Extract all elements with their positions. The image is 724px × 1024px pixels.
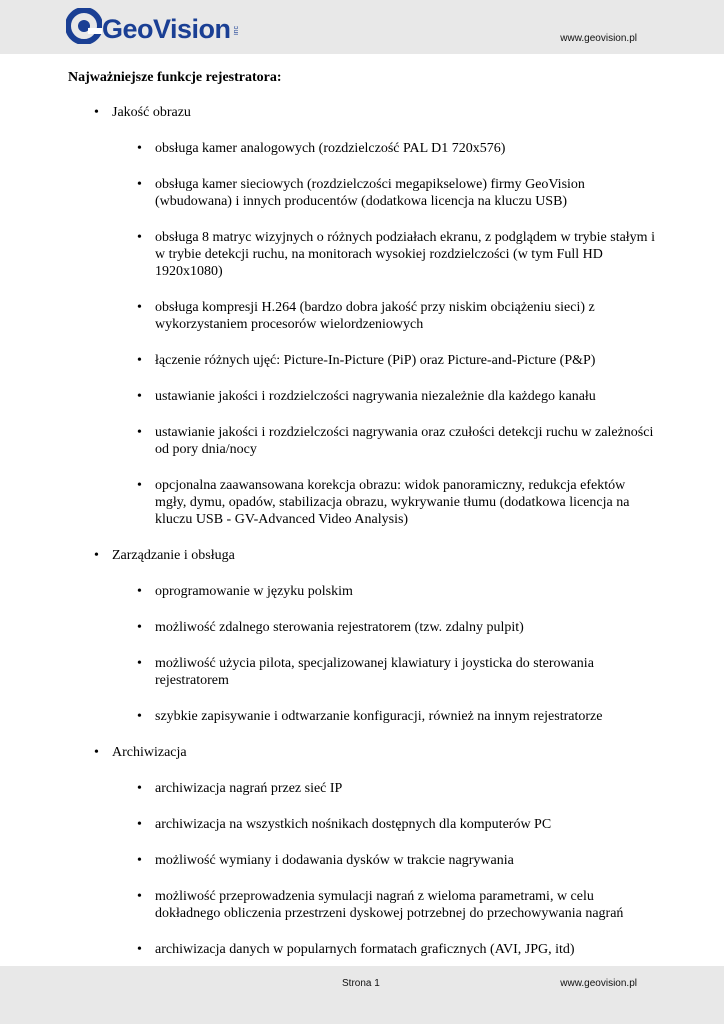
page-footer [0,966,724,1024]
bullet-item: • archiwizacja danych w popularnych formatach graficznych (AVI, JPG, itd) [68,941,655,958]
bullet-item: • ustawianie jakości i rozdzielczości nagrywania oraz czułości detekcji ruchu w zależności od pory dnia/nocy [68,424,655,458]
section-item [68,547,668,725]
document-body [68,70,668,958]
section-bullets [68,583,668,725]
bullet-item: • opcjonalna zaawansowana korekcja obrazu: widok panoramiczny, redukcja efektów mgły, dymu, opadów, stabilizacja obrazu, wykrywanie tłumu (dodatkowa licencja na kluczu USB - GV-Advanced Video Analysis) [68,477,655,528]
footer-url[interactable]: www.geovision.pl [560,978,637,989]
feature-sections [68,104,668,958]
geovision-logo [66,4,240,48]
bullet-item: • archiwizacja na wszystkich nośnikach dostępnych dla komputerów PC [68,816,655,833]
bullet-item: • możliwość zdalnego sterowania rejestratorem (tzw. zdalny pulpit) [68,619,655,636]
bullet-item: • obsługa 8 matryc wizyjnych o różnych podziałach ekranu, z podglądem w trybie stałym i w trybie detekcji ruchu, na monitorach wysokiej rozdzielczości (w tym Full HD 1920x1080) [68,229,655,280]
bullet-item: • obsługa kamer sieciowych (rozdzielczości megapikselowe) firmy GeoVision (wbudowana) i innych producentów (dodatkowa licencja na kluczu USB) [68,176,655,210]
bullet-item: • możliwość wymiany i dodawania dysków w trakcie nagrywania [68,852,655,869]
page-header [0,0,724,54]
bullet-item: • ustawianie jakości i rozdzielczości nagrywania niezależnie dla każdego kanału [68,388,655,405]
bullet-item: • możliwość użycia pilota, specjalizowanej klawiatury i joysticka do sterowania rejestratorem [68,655,655,689]
bullet-item: • szybkie zapisywanie i odtwarzanie konfiguracji, również na innym rejestratorze [68,708,655,725]
bullet-item: • oprogramowanie w języku polskim [68,583,655,600]
geovision-logo-icon [66,8,102,44]
section-item [68,104,668,528]
section-bullets [68,780,668,958]
logo-text: GeoVision [102,13,231,44]
section-item [68,744,668,958]
bullet-item: • archiwizacja nagrań przez sieć IP [68,780,655,797]
bullet-item: • obsługa kompresji H.264 (bardzo dobra jakość przy niskim obciążeniu sieci) z wykorzystaniem procesorów wielordzeniowych [68,299,655,333]
header-url[interactable]: www.geovision.pl [560,33,637,44]
section-title: • Archiwizacja [68,744,668,761]
bullet-item: • łączenie różnych ujęć: Picture-In-Picture (PiP) oraz Picture-and-Picture (P&P) [68,352,655,369]
bullet-item: • możliwość przeprowadzenia symulacji nagrań z wieloma parametrami, w celu dokładnego obliczenia przestrzeni dyskowej potrzebnej do przechowywania nagrań [68,888,655,922]
page-number: Strona 1 [342,978,380,989]
bullet-item: • obsługa kamer analogowych (rozdzielczość PAL D1 720x576) [68,140,655,157]
logo-suffix: inc [232,25,240,35]
section-title: • Jakość obrazu [68,104,668,121]
page-heading: Najważniejsze funkcje rejestratora: [68,70,282,85]
section-bullets [68,140,668,528]
section-title: • Zarządzanie i obsługa [68,547,668,564]
